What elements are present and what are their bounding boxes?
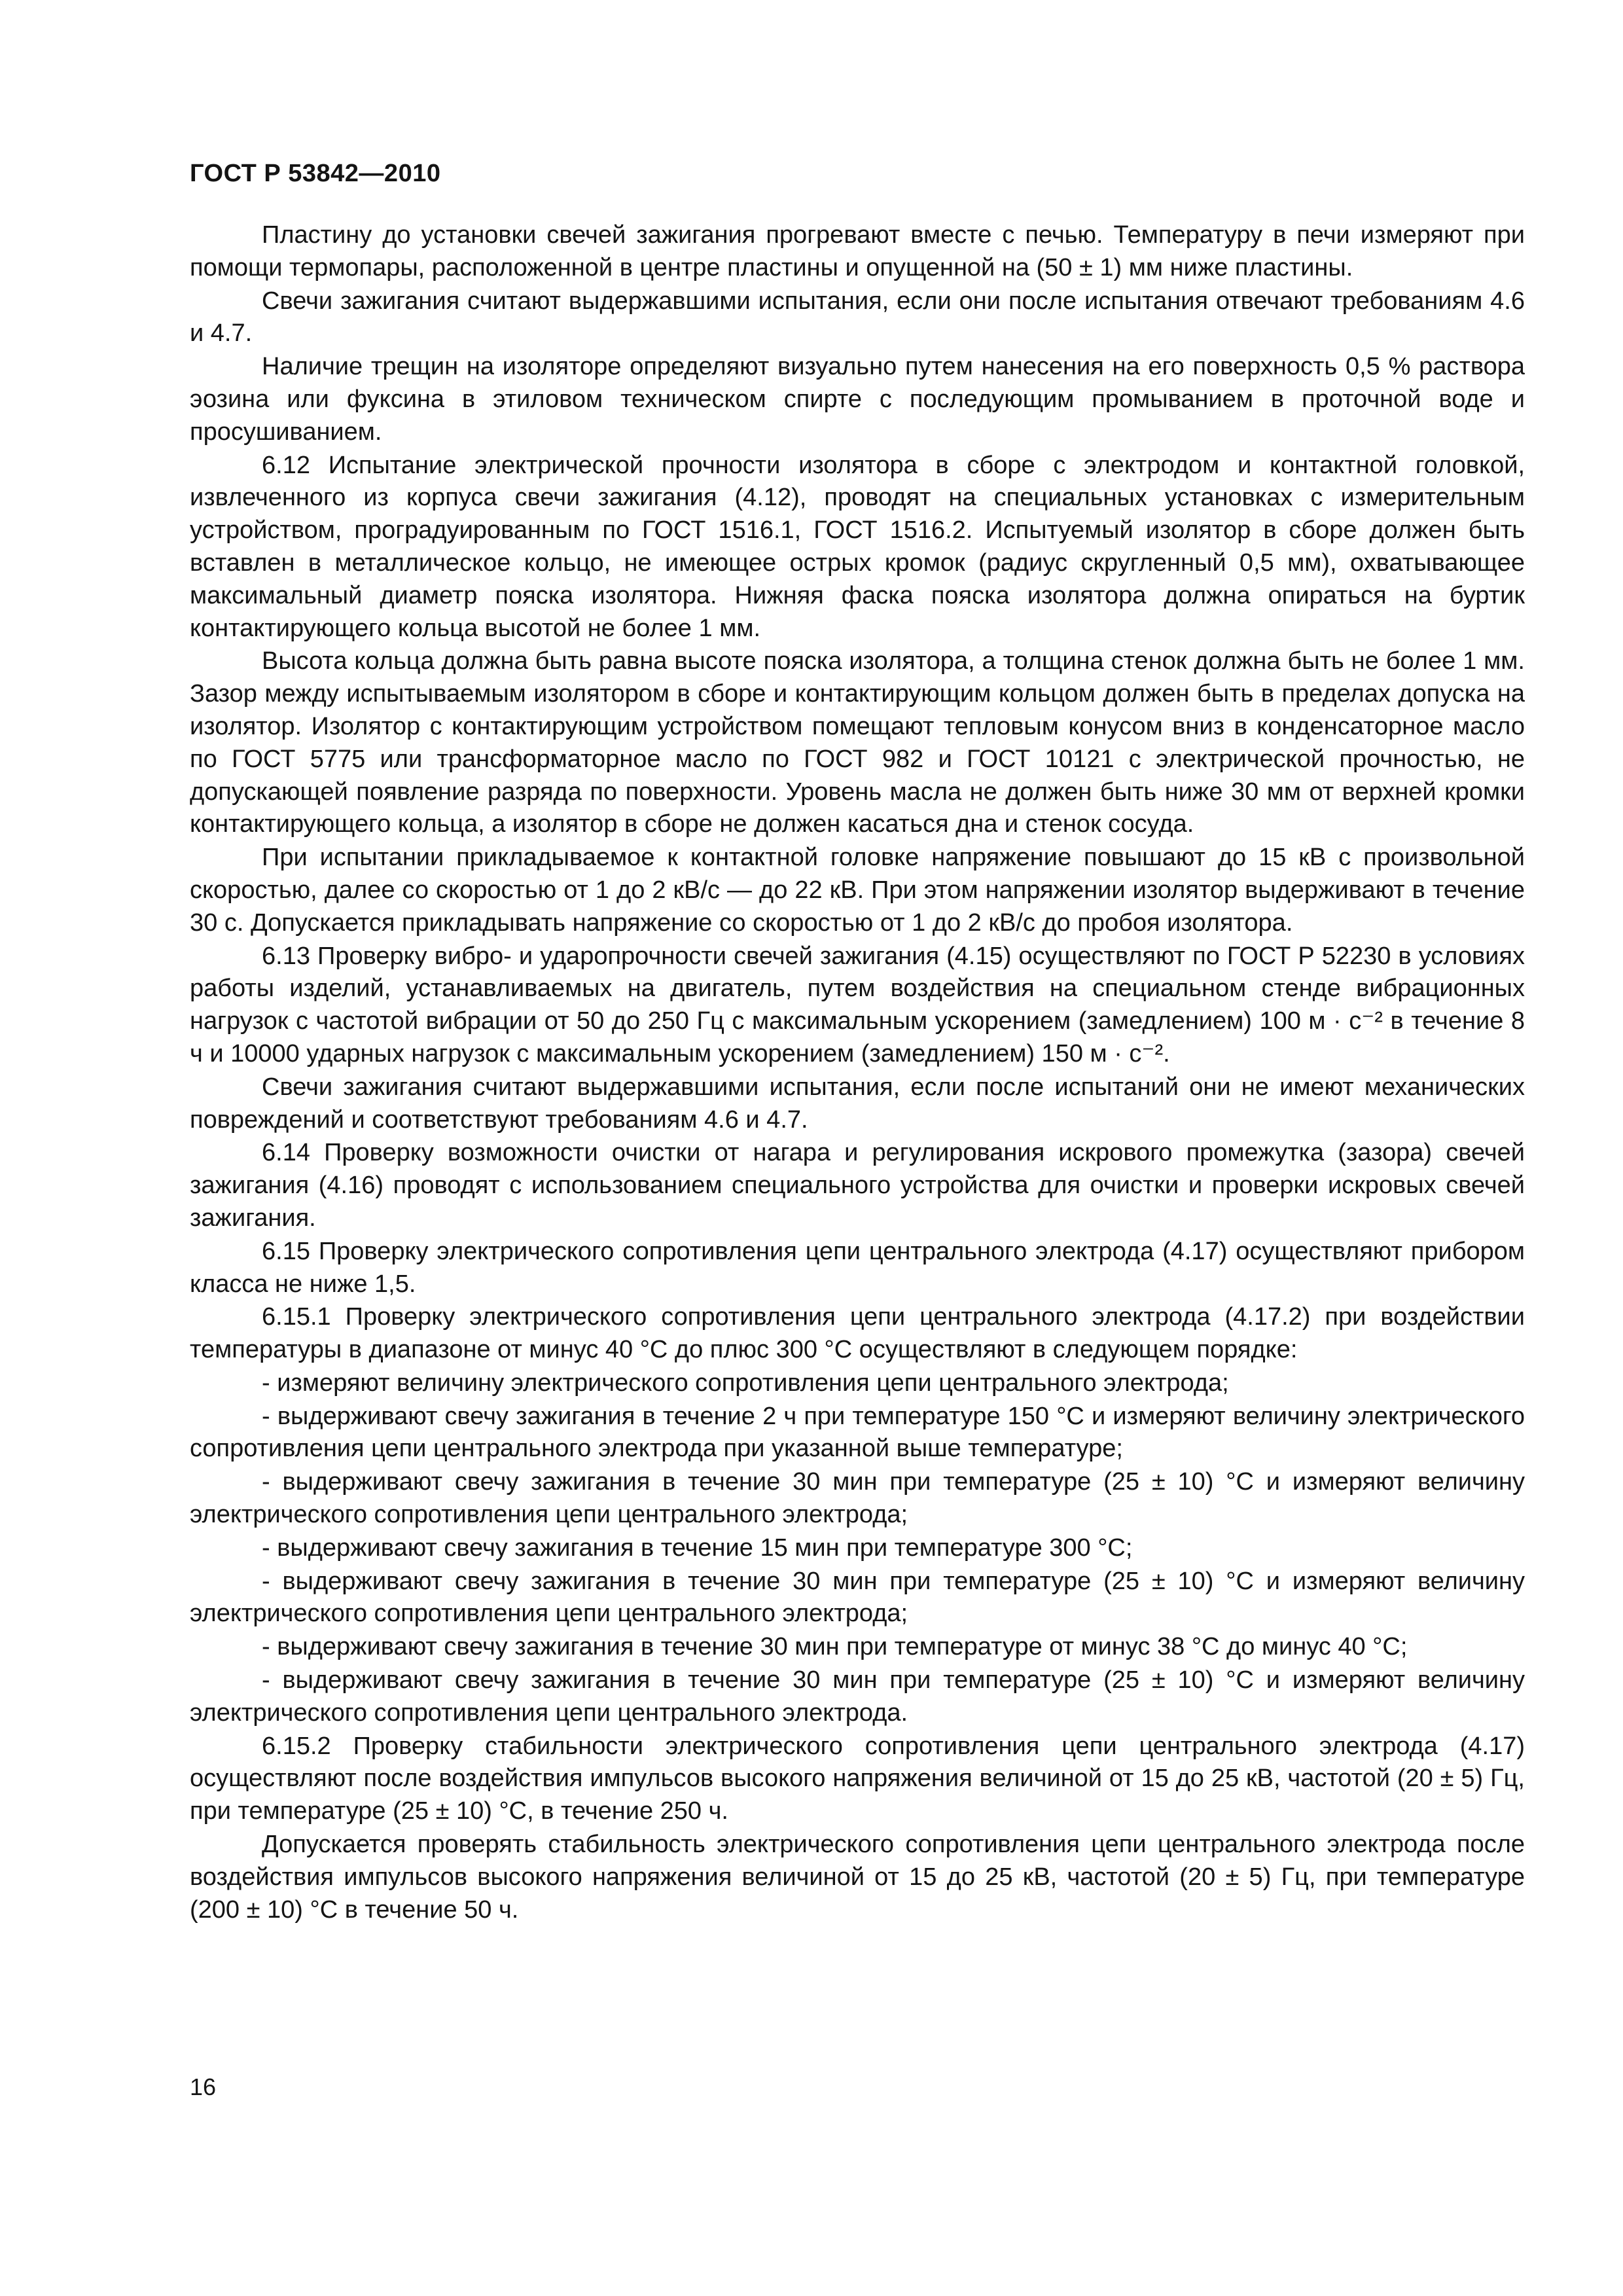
paragraph: Наличие трещин на изоляторе определяют визуально путем нанесения на его поверхность 0,5 % раствора эозина или фуксина в этиловом техническом спирте с последующим промыванием в проточной воде и просушиванием. bbox=[190, 353, 1525, 446]
list-item: - выдерживают свечу зажигания в течение 2 ч при температуре 150 °С и измеряют величину электрического сопротивления цепи центрального электрода при указанной выше температуре; bbox=[190, 1402, 1525, 1463]
list-item: - измеряют величину электрического сопротивления цепи центрального электрода; bbox=[262, 1369, 1229, 1397]
paragraph: 6.13 Проверку вибро- и ударопрочности свечей зажигания (4.15) осуществляют по ГОСТ Р 52230 в условиях работы изделий, устанавливаемых на двигатель, путем воздействия на специальном стенде вибрационных нагрузок с частотой вибрации от 50 до 250 Гц с максимальным ускорением (замедлением) 100 м · с⁻² в течение 8 ч и 10000 ударных нагрузок с максимальным ускорением (замедлением) 150 м · с⁻². bbox=[190, 942, 1525, 1067]
list-item: - выдерживают свечу зажигания в течение 30 мин при температуре (25 ± 10) °С и измеряют величину электрического сопротивления цепи центрального электрода; bbox=[190, 1567, 1525, 1628]
paragraph: Свечи зажигания считают выдержавшими испытания, если после испытаний они не имеют механических повреждений и соответствуют требованиям 4.6 и 4.7. bbox=[190, 1073, 1525, 1134]
document-body bbox=[190, 219, 1525, 1927]
paragraph: 6.14 Проверку возможности очистки от нагара и регулирования искрового промежутка (зазора) свечей зажигания (4.16) проводят с использованием специального устройства для очистки и проверки искровых свечей зажигания. bbox=[190, 1139, 1525, 1232]
paragraph: Допускается проверять стабильность электрического сопротивления цепи центрального электрода после воздействия импульсов высокого напряжения величиной от 15 до 25 кВ, частотой (20 ± 5) Гц, при температуре (200 ± 10) °С в течение 50 ч. bbox=[190, 1831, 1525, 1924]
document-header: ГОСТ Р 53842—2010 bbox=[190, 160, 441, 187]
list-item: - выдерживают свечу зажигания в течение 30 мин при температуре от минус 38 °С до минус 40 °С; bbox=[262, 1633, 1408, 1661]
paragraph: Высота кольца должна быть равна высоте пояска изолятора, а толщина стенок должна быть не более 1 мм. Зазор между испытываемым изолятором в сборе и контактирующим кольцом должен быть в пределах допуска на изолятор. Изолятор с контактирующим устройством помещают тепловым конусом вниз в конденсаторное масло по ГОСТ 5775 или трансформаторное масло по ГОСТ 982 и ГОСТ 10121 с электрической прочностью, не допускающей появление разряда по поверхности. Уровень масла не должен быть ниже 30 мм от верхней кромки контактирующего кольца, а изолятор в сборе не должен касаться дна и стенок сосуда. bbox=[190, 647, 1525, 838]
list-item: - выдерживают свечу зажигания в течение 15 мин при температуре 300 °С; bbox=[262, 1534, 1133, 1562]
paragraph: Свечи зажигания считают выдержавшими испытания, если они после испытания отвечают требованиям 4.6 и 4.7. bbox=[190, 287, 1525, 348]
list-item: - выдерживают свечу зажигания в течение 30 мин при температуре (25 ± 10) °С и измеряют величину электрического сопротивления цепи центрального электрода. bbox=[190, 1666, 1525, 1727]
list-item: - выдерживают свечу зажигания в течение 30 мин при температуре (25 ± 10) °С и измеряют величину электрического сопротивления цепи центрального электрода; bbox=[190, 1468, 1525, 1529]
paragraph: 6.15.1 Проверку электрического сопротивления цепи центрального электрода (4.17.2) при воздействии температуры в диапазоне от минус 40 °С до плюс 300 °С осуществляют в следующем порядке: bbox=[190, 1303, 1525, 1364]
paragraph: 6.12 Испытание электрической прочности изолятора в сборе с электродом и контактной головкой, извлеченного из корпуса свечи зажигания (4.12), проводят на специальных установках с измерительным устройством, проградуированным по ГОСТ 1516.1, ГОСТ 1516.2. Испытуемый изолятор в сборе должен быть вставлен в металлическое кольцо, не имеющее острых кромок (радиус скругленный 0,5 мм), охватывающее максимальный диаметр пояска изолятора. Нижняя фаска пояска изолятора должна опираться на буртик контактирующего кольца высотой не более 1 мм. bbox=[190, 451, 1525, 642]
paragraph: Пластину до установки свечей зажигания прогревают вместе с печью. Температуру в печи измеряют при помощи термопары, расположенной в центре пластины и опущенной на (50 ± 1) мм ниже пластины. bbox=[190, 221, 1525, 281]
paragraph: При испытании прикладываемое к контактной головке напряжение повышают до 15 кВ с произвольной скоростью, далее со скоростью от 1 до 2 кВ/с — до 22 кВ. При этом напряжении изолятор выдерживают в течение 30 с. Допускается прикладывать напряжение со скоростью от 1 до 2 кВ/с до пробоя изолятора. bbox=[190, 844, 1525, 937]
paragraph: 6.15 Проверку электрического сопротивления цепи центрального электрода (4.17) осуществляют прибором класса не ниже 1,5. bbox=[190, 1237, 1525, 1298]
paragraph: 6.15.2 Проверку стабильности электрического сопротивления цепи центрального электрода (4.17) осуществляют после воздействия импульсов высокого напряжения величиной от 15 до 25 кВ, частотой (20 ± 5) Гц, при температуре (25 ± 10) °С, в течение 250 ч. bbox=[190, 1732, 1525, 1825]
page-number: 16 bbox=[190, 2073, 217, 2100]
